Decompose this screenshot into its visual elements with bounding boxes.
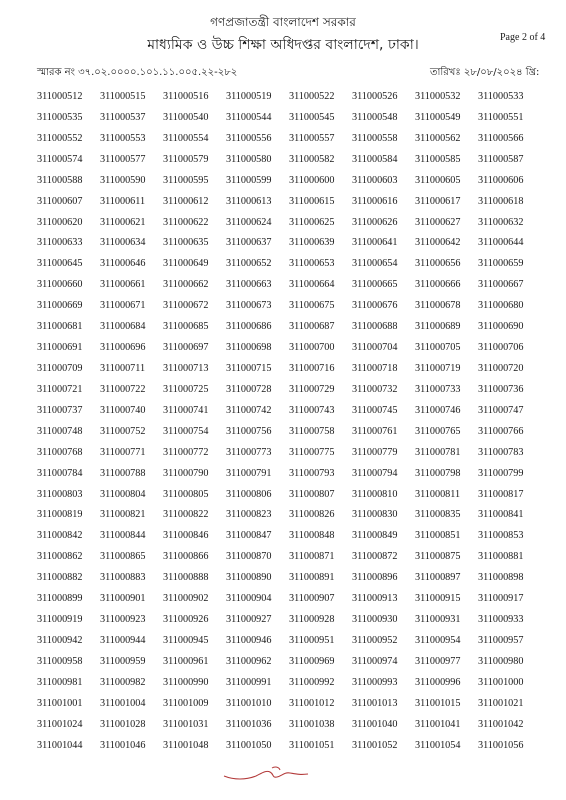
id-cell: 311000969 — [289, 655, 335, 667]
id-cell: 311000891 — [289, 572, 335, 584]
id-cell: 311000711 — [100, 362, 146, 374]
id-cell: 311000634 — [100, 237, 146, 249]
id-cell: 311000595 — [163, 174, 209, 186]
id-cell: 311000784 — [37, 467, 83, 479]
id-cell: 311000810 — [352, 488, 398, 500]
id-cell: 311001046 — [100, 739, 146, 751]
id-cell: 311000659 — [478, 258, 524, 270]
id-cell: 311000957 — [478, 634, 524, 646]
id-cell: 311000793 — [289, 467, 335, 479]
id-cell: 311000618 — [478, 195, 524, 207]
id-cell: 311000645 — [37, 258, 83, 270]
id-cell: 311000826 — [289, 509, 335, 521]
id-cell: 311000706 — [478, 342, 524, 354]
id-cell: 311000835 — [415, 509, 461, 521]
id-cell: 311000974 — [352, 655, 398, 667]
id-cell: 311000544 — [226, 111, 272, 123]
id-cell: 311000622 — [163, 216, 209, 228]
id-cell: 311000952 — [352, 634, 398, 646]
id-cell: 311000635 — [163, 237, 209, 249]
id-cell: 311000687 — [289, 321, 335, 333]
department-title: মাধ্যমিক ও উচ্চ শিক্ষা অধিদপ্তর বাংলাদেশ, ঢাকা। — [147, 37, 419, 53]
id-cell: 311000661 — [100, 279, 146, 291]
id-cell: 311000639 — [289, 237, 335, 249]
id-cell: 311000545 — [289, 111, 335, 123]
id-cell: 311000729 — [289, 383, 335, 395]
id-cell: 311000768 — [37, 446, 83, 458]
id-cell: 311000666 — [415, 279, 461, 291]
id-cell: 311000745 — [352, 404, 398, 416]
id-cell: 311000794 — [352, 467, 398, 479]
id-cell: 311000627 — [415, 216, 461, 228]
id-cell: 311000611 — [100, 195, 146, 207]
id-cell: 311000771 — [100, 446, 146, 458]
id-cell: 311000798 — [415, 467, 461, 479]
id-cell: 311000660 — [37, 279, 83, 291]
id-cell: 311000851 — [415, 530, 461, 542]
id-cell: 311001040 — [352, 718, 398, 730]
id-cell: 311000779 — [352, 446, 398, 458]
id-cell: 311000790 — [163, 467, 209, 479]
id-cell: 311000942 — [37, 634, 83, 646]
id-cell: 311000741 — [163, 404, 209, 416]
id-cell: 311000962 — [226, 655, 272, 667]
id-cell: 311000716 — [289, 362, 335, 374]
id-cell: 311001028 — [100, 718, 146, 730]
id-cell: 311000842 — [37, 530, 83, 542]
government-title: গণপ্রজাতন্ত্রী বাংলাদেশ সরকার — [210, 15, 356, 29]
id-cell: 311000902 — [163, 593, 209, 605]
id-cell: 311001015 — [415, 697, 461, 709]
id-cell: 311000533 — [478, 91, 524, 102]
id-cell: 311000673 — [226, 300, 272, 312]
id-cell: 311001050 — [226, 739, 272, 751]
id-cell: 311000888 — [163, 572, 209, 584]
id-cell: 311000993 — [352, 676, 398, 688]
id-cell: 311000516 — [163, 91, 209, 102]
id-cell: 311001044 — [37, 739, 83, 751]
id-cell: 311000653 — [289, 258, 335, 270]
id-cell: 311000748 — [37, 425, 83, 437]
id-cell: 311000737 — [37, 404, 83, 416]
id-cell: 311000811 — [415, 488, 461, 500]
id-cell: 311000870 — [226, 551, 272, 563]
id-cell: 311000904 — [226, 593, 272, 605]
id-cell: 311000551 — [478, 111, 524, 123]
id-cell: 311000662 — [163, 279, 209, 291]
id-cell: 311001001 — [37, 697, 83, 709]
id-cell: 311000803 — [37, 488, 83, 500]
id-cell: 311000740 — [100, 404, 146, 416]
id-cell: 311000599 — [226, 174, 272, 186]
id-cell: 311000917 — [478, 593, 524, 605]
id-cell: 311000617 — [415, 195, 461, 207]
id-cell: 311000580 — [226, 153, 272, 165]
id-cell: 311000696 — [100, 342, 146, 354]
id-cell: 311000515 — [100, 91, 146, 102]
id-cell: 311000746 — [415, 404, 461, 416]
id-cell: 311000899 — [37, 593, 83, 605]
id-cell: 311000676 — [352, 300, 398, 312]
id-cell: 311000871 — [289, 551, 335, 563]
id-cell: 311000896 — [352, 572, 398, 584]
id-cell: 311000681 — [37, 321, 83, 333]
id-cell: 311000574 — [37, 153, 83, 165]
id-cell: 311000715 — [226, 362, 272, 374]
id-cell: 311000775 — [289, 446, 335, 458]
id-cell: 311000742 — [226, 404, 272, 416]
id-cell: 311000624 — [226, 216, 272, 228]
id-cell: 311000540 — [163, 111, 209, 123]
id-cell: 311000713 — [163, 362, 209, 374]
id-cell: 311000883 — [100, 572, 146, 584]
id-cell: 311000704 — [352, 342, 398, 354]
id-cell: 311000654 — [352, 258, 398, 270]
id-cell: 311000783 — [478, 446, 524, 458]
id-cell: 311000535 — [37, 111, 83, 123]
id-cell: 311000807 — [289, 488, 335, 500]
id-cell: 311000846 — [163, 530, 209, 542]
id-cell: 311000720 — [478, 362, 524, 374]
id-cell: 311000881 — [478, 551, 524, 563]
id-cell: 311001036 — [226, 718, 272, 730]
id-cell: 311000600 — [289, 174, 335, 186]
id-cell: 311000946 — [226, 634, 272, 646]
id-cell: 311000664 — [289, 279, 335, 291]
id-cell: 311000931 — [415, 614, 461, 626]
page-number: Page 2 of 4 — [500, 32, 546, 43]
id-cell: 311001052 — [352, 739, 398, 751]
id-cell: 311001031 — [163, 718, 209, 730]
id-cell: 311000652 — [226, 258, 272, 270]
id-cell: 311000566 — [478, 132, 524, 144]
id-cell: 311000688 — [352, 321, 398, 333]
id-cell: 311000562 — [415, 132, 461, 144]
id-cell: 311000678 — [415, 300, 461, 312]
id-cell: 311000642 — [415, 237, 461, 249]
id-cell: 311000996 — [415, 676, 461, 688]
id-cell: 311001009 — [163, 697, 209, 709]
id-cell: 311000913 — [352, 593, 398, 605]
id-cell: 311000537 — [100, 111, 146, 123]
id-cell: 311000933 — [478, 614, 524, 626]
id-cell: 311001004 — [100, 697, 146, 709]
id-cell: 311000585 — [415, 153, 461, 165]
id-cell: 311000558 — [352, 132, 398, 144]
document-date: তারিখঃ ২৮/০৮/২০২৪ খ্রি: — [430, 67, 540, 78]
id-cell: 311000689 — [415, 321, 461, 333]
id-cell: 311001048 — [163, 739, 209, 751]
id-cell: 311000761 — [352, 425, 398, 437]
id-cell: 311000806 — [226, 488, 272, 500]
id-cell: 311000958 — [37, 655, 83, 667]
id-cell: 311000882 — [37, 572, 83, 584]
id-cell: 311000772 — [163, 446, 209, 458]
id-cell: 311000819 — [37, 509, 83, 521]
id-cell: 311000804 — [100, 488, 146, 500]
id-cell: 311001041 — [415, 718, 461, 730]
id-cell: 311000890 — [226, 572, 272, 584]
id-cell: 311000758 — [289, 425, 335, 437]
id-cell: 311000848 — [289, 530, 335, 542]
id-cell: 311000548 — [352, 111, 398, 123]
id-cell: 311000872 — [352, 551, 398, 563]
id-cell: 311000981 — [37, 676, 83, 688]
id-cell: 311000590 — [100, 174, 146, 186]
id-cell: 311000656 — [415, 258, 461, 270]
id-cell: 311000722 — [100, 383, 146, 395]
id-cell: 311000607 — [37, 195, 83, 207]
id-cell: 311000705 — [415, 342, 461, 354]
id-cell: 311000866 — [163, 551, 209, 563]
id-cell: 311000632 — [478, 216, 524, 228]
id-cell: 311000512 — [37, 91, 83, 102]
id-cell: 311000665 — [352, 279, 398, 291]
id-cell: 311000649 — [163, 258, 209, 270]
id-cell: 311000959 — [100, 655, 146, 667]
id-cell: 311000526 — [352, 91, 398, 102]
id-cell: 311000721 — [37, 383, 83, 395]
id-cell: 311000781 — [415, 446, 461, 458]
id-cell: 311000915 — [415, 593, 461, 605]
id-cell: 311001038 — [289, 718, 335, 730]
id-cell: 311001024 — [37, 718, 83, 730]
id-cell: 311000698 — [226, 342, 272, 354]
id-cell: 311000907 — [289, 593, 335, 605]
id-cell: 311000671 — [100, 300, 146, 312]
id-cell: 311000773 — [226, 446, 272, 458]
id-cell: 311000549 — [415, 111, 461, 123]
id-cell: 311000637 — [226, 237, 272, 249]
id-cell: 311000663 — [226, 279, 272, 291]
memo-number: স্মারক নং ৩৭.০২.০০০০.১০১.১১.০০৫.২২-২৮২ — [37, 67, 238, 78]
id-cell: 311000823 — [226, 509, 272, 521]
id-cell: 311001021 — [478, 697, 524, 709]
id-cell: 311000675 — [289, 300, 335, 312]
id-cell: 311000799 — [478, 467, 524, 479]
id-cell: 311000961 — [163, 655, 209, 667]
id-cell: 311000788 — [100, 467, 146, 479]
id-cell: 311000844 — [100, 530, 146, 542]
id-cell: 311000754 — [163, 425, 209, 437]
id-cell: 311000532 — [415, 91, 461, 102]
id-cell: 311000644 — [478, 237, 524, 249]
id-cell: 311000875 — [415, 551, 461, 563]
id-cell: 311000615 — [289, 195, 335, 207]
id-cell: 311000732 — [352, 383, 398, 395]
id-cell: 311000853 — [478, 530, 524, 542]
id-cell: 311000980 — [478, 655, 524, 667]
id-cell: 311000690 — [478, 321, 524, 333]
id-cell: 311000672 — [163, 300, 209, 312]
id-cell: 311000990 — [163, 676, 209, 688]
id-cell: 311000691 — [37, 342, 83, 354]
id-cell: 311000582 — [289, 153, 335, 165]
id-cell: 311000897 — [415, 572, 461, 584]
id-cell: 311001013 — [352, 697, 398, 709]
id-cell: 311000621 — [100, 216, 146, 228]
id-cell: 311000718 — [352, 362, 398, 374]
id-cell: 311000830 — [352, 509, 398, 521]
id-cell: 311000556 — [226, 132, 272, 144]
id-cell: 311000728 — [226, 383, 272, 395]
id-cell: 311000605 — [415, 174, 461, 186]
id-cell: 311000633 — [37, 237, 83, 249]
id-cell: 311000646 — [100, 258, 146, 270]
id-cell: 311000616 — [352, 195, 398, 207]
id-cell: 311000606 — [478, 174, 524, 186]
id-cell: 311000613 — [226, 195, 272, 207]
id-cell: 311001056 — [478, 739, 524, 751]
id-cell: 311000603 — [352, 174, 398, 186]
id-cell: 311000557 — [289, 132, 335, 144]
id-cell: 311000736 — [478, 383, 524, 395]
id-cell: 311000805 — [163, 488, 209, 500]
id-cell: 311000923 — [100, 614, 146, 626]
id-cell: 311000919 — [37, 614, 83, 626]
id-cell: 311000743 — [289, 404, 335, 416]
id-cell: 311000579 — [163, 153, 209, 165]
id-cell: 311000926 — [163, 614, 209, 626]
id-cell: 311000821 — [100, 509, 146, 521]
id-cell: 311000584 — [352, 153, 398, 165]
id-cell: 311000901 — [100, 593, 146, 605]
id-cell: 311000817 — [478, 488, 524, 500]
id-cell: 311000519 — [226, 91, 272, 102]
id-cell: 311000862 — [37, 551, 83, 563]
id-cell: 311000849 — [352, 530, 398, 542]
id-cell: 311000725 — [163, 383, 209, 395]
id-cell: 311000522 — [289, 91, 335, 102]
id-cell: 311000766 — [478, 425, 524, 437]
id-cell: 311000847 — [226, 530, 272, 542]
id-cell: 311000944 — [100, 634, 146, 646]
id-cell: 311000641 — [352, 237, 398, 249]
id-cell: 311000822 — [163, 509, 209, 521]
id-cell: 311000991 — [226, 676, 272, 688]
id-cell: 311000625 — [289, 216, 335, 228]
id-cell: 311000791 — [226, 467, 272, 479]
id-cell: 311000697 — [163, 342, 209, 354]
id-number-table — [37, 91, 537, 761]
id-cell: 311001051 — [289, 739, 335, 751]
id-cell: 311000719 — [415, 362, 461, 374]
id-cell: 311001012 — [289, 697, 335, 709]
id-cell: 311001000 — [478, 676, 524, 688]
id-cell: 311000898 — [478, 572, 524, 584]
id-cell: 311000626 — [352, 216, 398, 228]
id-cell: 311000733 — [415, 383, 461, 395]
id-cell: 311000927 — [226, 614, 272, 626]
id-cell: 311000612 — [163, 195, 209, 207]
id-cell: 311000765 — [415, 425, 461, 437]
id-cell: 311001010 — [226, 697, 272, 709]
id-cell: 311000709 — [37, 362, 83, 374]
id-cell: 311000669 — [37, 300, 83, 312]
id-cell: 311001054 — [415, 739, 461, 751]
id-cell: 311000577 — [100, 153, 146, 165]
id-cell: 311000992 — [289, 676, 335, 688]
id-cell: 311000930 — [352, 614, 398, 626]
id-cell: 311000700 — [289, 342, 335, 354]
id-cell: 311000951 — [289, 634, 335, 646]
id-cell: 311000554 — [163, 132, 209, 144]
id-cell: 311000747 — [478, 404, 524, 416]
id-cell: 311000588 — [37, 174, 83, 186]
id-cell: 311000841 — [478, 509, 524, 521]
id-cell: 311000945 — [163, 634, 209, 646]
id-cell: 311000553 — [100, 132, 146, 144]
id-cell: 311000587 — [478, 153, 524, 165]
id-cell: 311000954 — [415, 634, 461, 646]
id-cell: 311000982 — [100, 676, 146, 688]
id-cell: 311000865 — [100, 551, 146, 563]
signature-icon — [222, 762, 312, 784]
id-cell: 311000928 — [289, 614, 335, 626]
id-cell: 311000680 — [478, 300, 524, 312]
id-cell: 311000620 — [37, 216, 83, 228]
id-cell: 311001042 — [478, 718, 524, 730]
id-cell: 311000685 — [163, 321, 209, 333]
id-cell: 311000686 — [226, 321, 272, 333]
id-cell: 311000977 — [415, 655, 461, 667]
id-cell: 311000752 — [100, 425, 146, 437]
id-cell: 311000667 — [478, 279, 524, 291]
id-cell: 311000684 — [100, 321, 146, 333]
id-cell: 311000552 — [37, 132, 83, 144]
id-cell: 311000756 — [226, 425, 272, 437]
